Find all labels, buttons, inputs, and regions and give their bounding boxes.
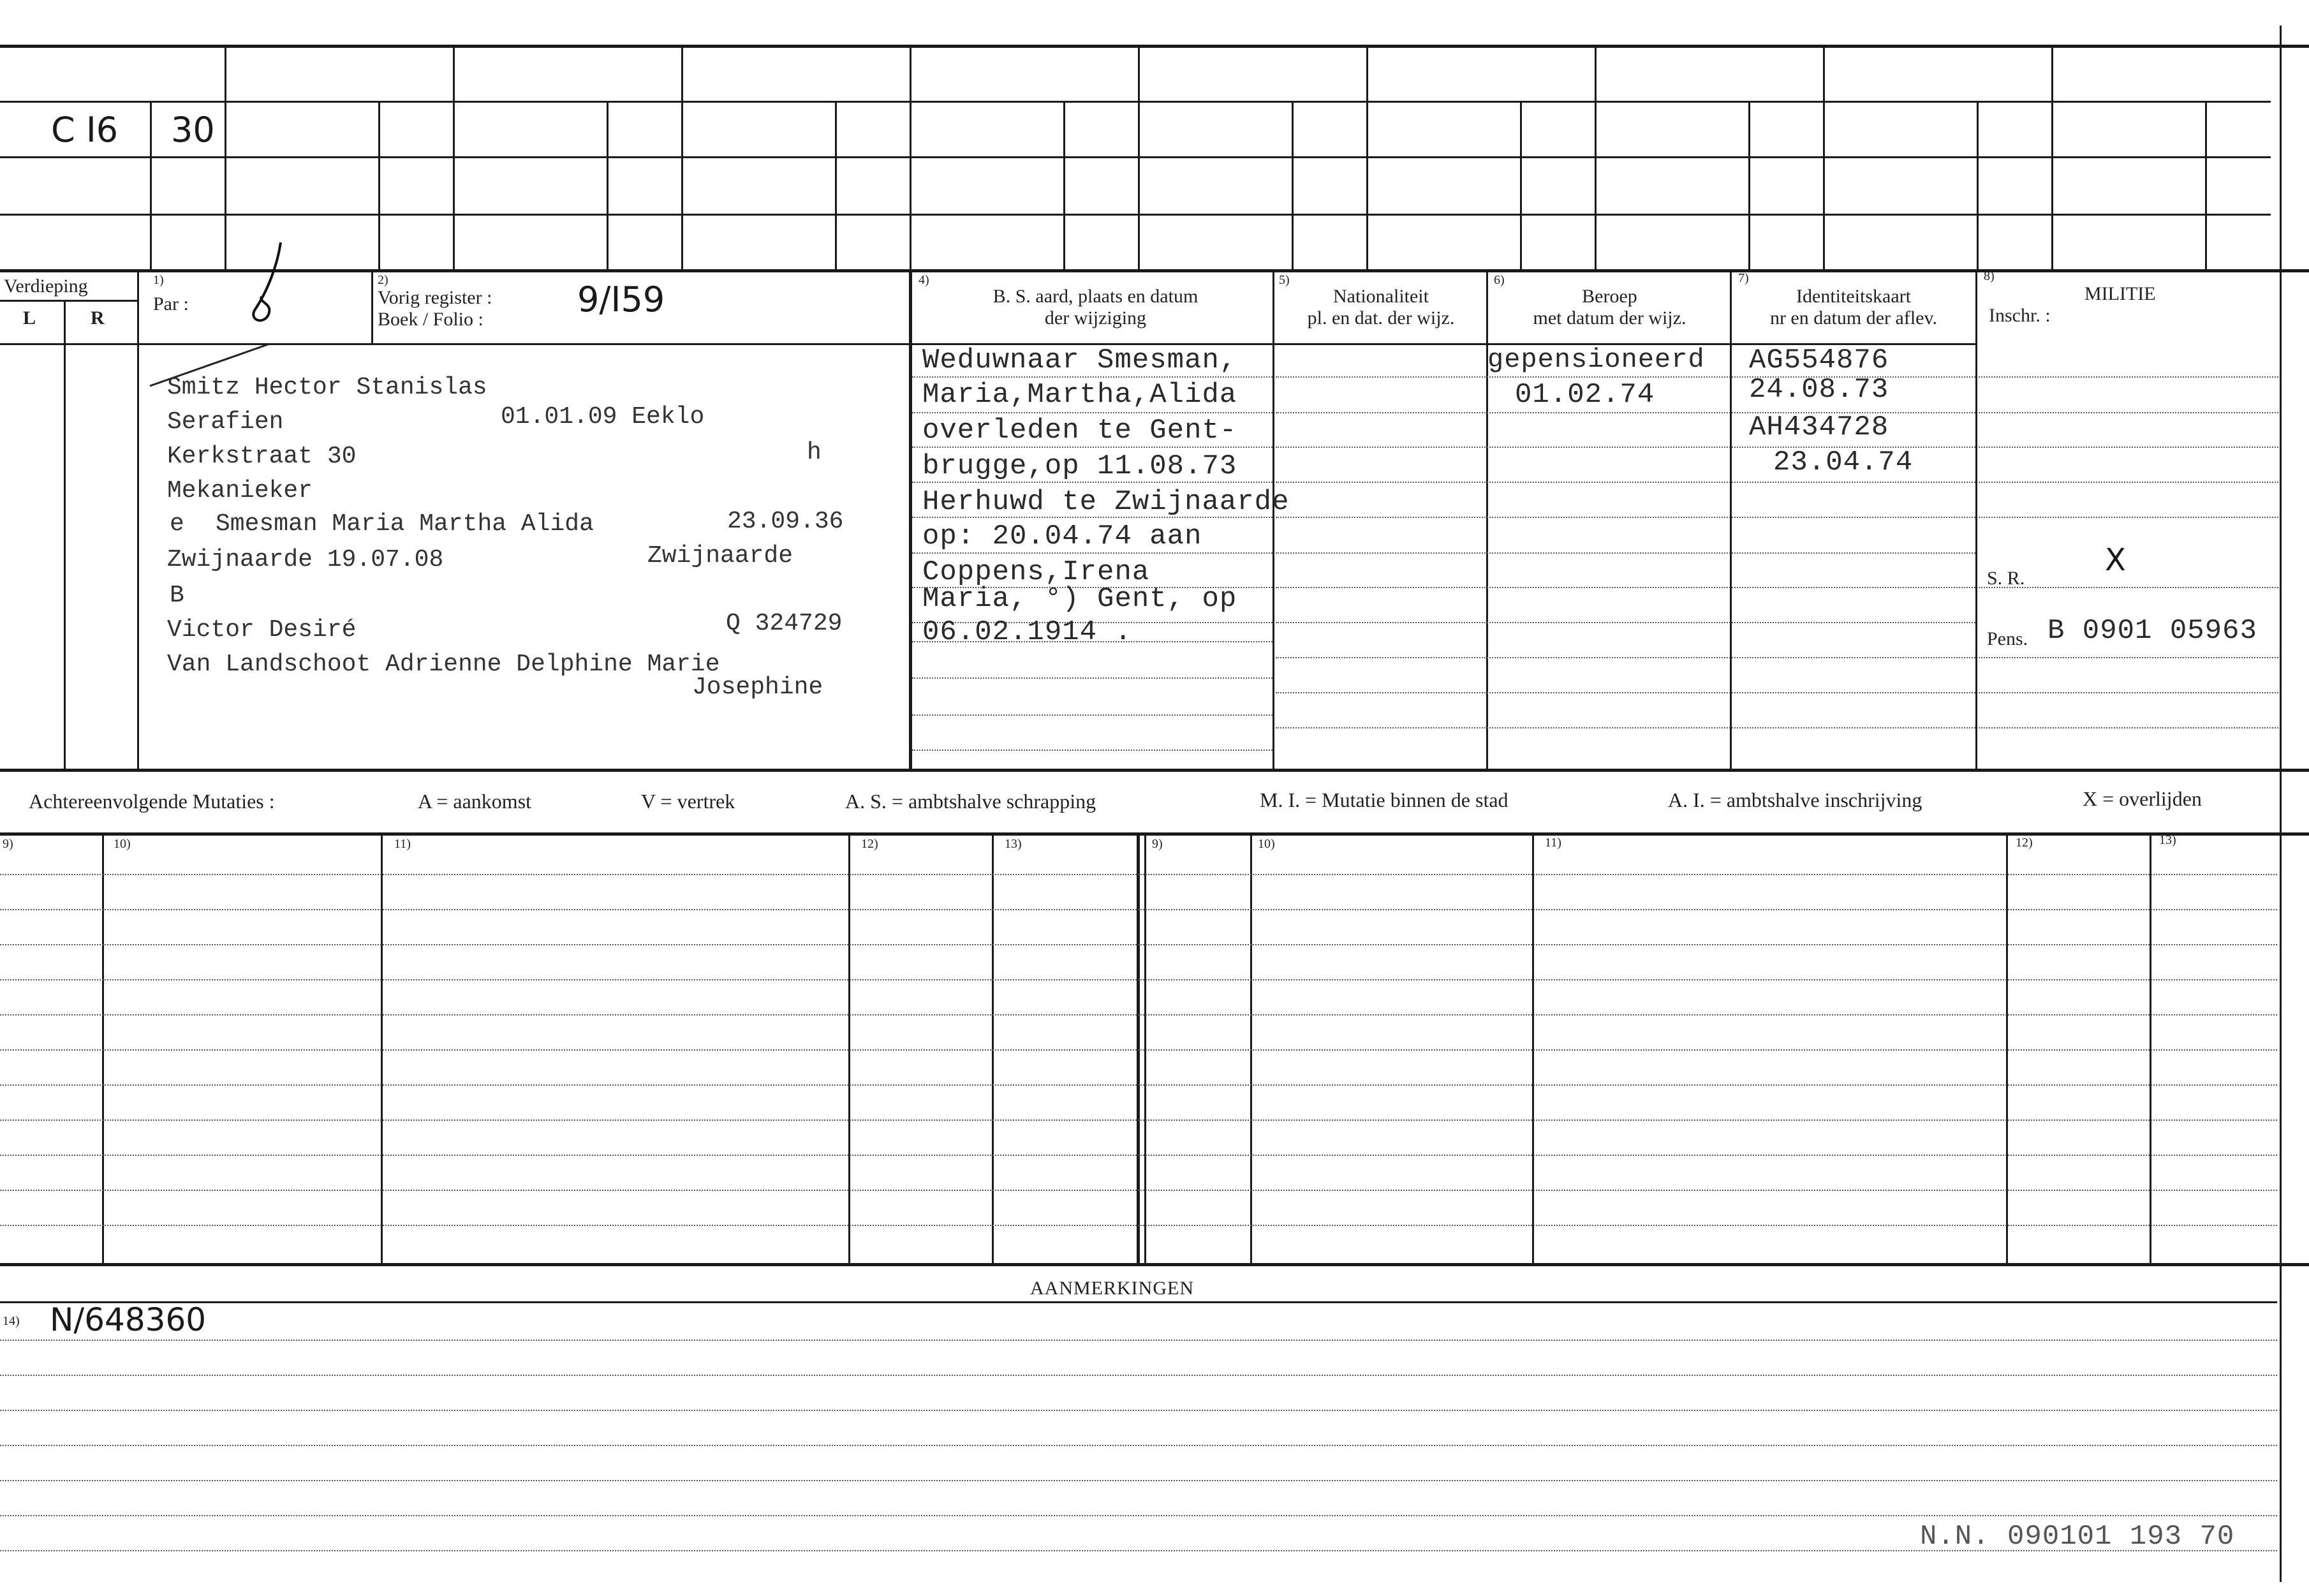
legend-v: V = vertrek — [641, 790, 735, 813]
aanmerkingen-title: AANMERKINGEN — [1030, 1278, 1194, 1299]
change-line-7: Coppens,Irena — [922, 556, 1150, 588]
person-spouse: Smesman Maria Martha Alida — [216, 510, 594, 538]
inschr-label: Inschr. : — [1989, 305, 2051, 326]
sr-value: X — [2105, 542, 2126, 578]
num-4: 4) — [918, 273, 929, 287]
change-line-8: Maria, °) Gent, op — [922, 583, 1237, 615]
person-mother2: Josephine — [692, 674, 823, 701]
id-header-2: nr en datum der aflev. — [1769, 307, 1938, 329]
legend-ai: A. I. = ambtshalve inschrijving — [1668, 788, 1922, 811]
vorig-register-value: 9/I59 — [577, 279, 665, 320]
mut-col-10a: 10) — [114, 837, 131, 851]
id-date-2: 23.04.74 — [1773, 447, 1914, 478]
sr-label: S. R. — [1987, 568, 2025, 589]
footer-nn: N.N. 090101 193 70 — [1920, 1521, 2235, 1553]
person-place2: Zwijnaarde — [647, 542, 793, 570]
mut-col-9a: 9) — [3, 837, 13, 851]
pens-label: Pens. — [1987, 628, 2028, 649]
id-nr-2: AH434728 — [1749, 411, 1889, 443]
id-header-1: Identiteitskaart — [1796, 286, 1911, 307]
person-street: Kerkstraat 30 — [167, 443, 357, 470]
person-mother: Van Landschoot Adrienne Delphine Marie — [167, 651, 720, 678]
person-b: B — [170, 582, 184, 609]
num-5: 5) — [1279, 273, 1290, 287]
change-line-1: Weduwnaar Smesman, — [922, 344, 1237, 376]
change-line-9: 06.02.1914 . — [922, 616, 1132, 648]
pens-value: B 0901 05963 — [2047, 615, 2257, 647]
mut-col-10b: 10) — [1258, 837, 1275, 851]
mut-col-12b: 12) — [2016, 836, 2033, 850]
block-number: 30 — [171, 110, 215, 150]
aanmerkingen-value: N/648360 — [50, 1301, 207, 1338]
person-h: h — [807, 439, 822, 466]
num-7: 7) — [1738, 271, 1749, 285]
person-job: Mekanieker — [167, 477, 313, 505]
nat-header-1: Nationaliteit — [1333, 286, 1429, 307]
num-1: 1) — [153, 273, 164, 287]
person-name: Smitz Hector Stanislas — [167, 374, 487, 401]
mut-col-12a: 12) — [861, 837, 878, 851]
legend-as: A. S. = ambtshalve schrapping — [845, 790, 1096, 813]
mut-col-13a: 13) — [1005, 837, 1022, 851]
beroep-header-1: Beroep — [1582, 286, 1637, 307]
num-8: 8) — [1984, 269, 1995, 283]
vorig-register-label: Vorig register : — [378, 287, 492, 308]
change-line-3: overleden te Gent- — [922, 415, 1237, 447]
legend-mi: M. I. = Mutatie binnen de stad — [1260, 788, 1509, 811]
change-line-6: op: 20.04.74 aan — [922, 521, 1202, 552]
nat-header-2: pl. en dat. der wijz. — [1307, 307, 1455, 329]
id-date-1: 24.08.73 — [1749, 374, 1889, 406]
mut-col-11b: 11) — [1545, 836, 1561, 850]
person-father: Victor Desiré — [167, 616, 357, 644]
person-spouse-prefix: e — [170, 510, 184, 538]
person-first: Serafien — [167, 408, 284, 436]
boek-folio-label: Boek / Folio : — [378, 309, 483, 330]
legend-title: Achtereenvolgende Mutaties : — [29, 790, 275, 813]
change-line-4: brugge,op 11.08.73 — [922, 450, 1237, 482]
person-birth: 01.01.09 Eeklo — [501, 403, 705, 431]
person-father-code: Q 324729 — [726, 610, 843, 637]
id-nr-1: AG554876 — [1749, 344, 1889, 376]
militie-header: MILITIE — [2084, 283, 2156, 304]
mut-col-11a: 11) — [394, 837, 411, 851]
mut-col-13b: 13) — [2159, 833, 2176, 847]
legend-x: X = overlijden — [2083, 787, 2202, 810]
beroep-date: 01.02.74 — [1515, 379, 1655, 411]
change-line-5: Herhuwd te Zwijnaarde — [922, 486, 1290, 518]
beroep-header-2: met datum der wijz. — [1533, 307, 1686, 329]
num-6: 6) — [1494, 273, 1505, 287]
bs-header-1: B. S. aard, plaats en datum — [992, 286, 1199, 307]
mut-col-9b: 9) — [1152, 837, 1163, 851]
num-14: 14) — [3, 1314, 20, 1328]
par-signature — [242, 239, 293, 348]
par-label: Par : — [153, 293, 189, 314]
num-2: 2) — [378, 273, 388, 287]
person-spouse-date: 23.09.36 — [727, 508, 844, 535]
col-l-label: L — [23, 307, 36, 329]
legend-a: A = aankomst — [418, 790, 532, 813]
beroep-value: gepensioneerd — [1487, 344, 1705, 375]
change-line-2: Maria,Martha,Alida — [922, 379, 1237, 411]
col-r-label: R — [91, 307, 105, 329]
verdieping-label: Verdieping — [4, 276, 88, 297]
bs-header-2: der wijziging — [1044, 307, 1147, 329]
person-place-date: Zwijnaarde 19.07.08 — [167, 546, 444, 573]
block-code: C I6 — [51, 110, 119, 150]
